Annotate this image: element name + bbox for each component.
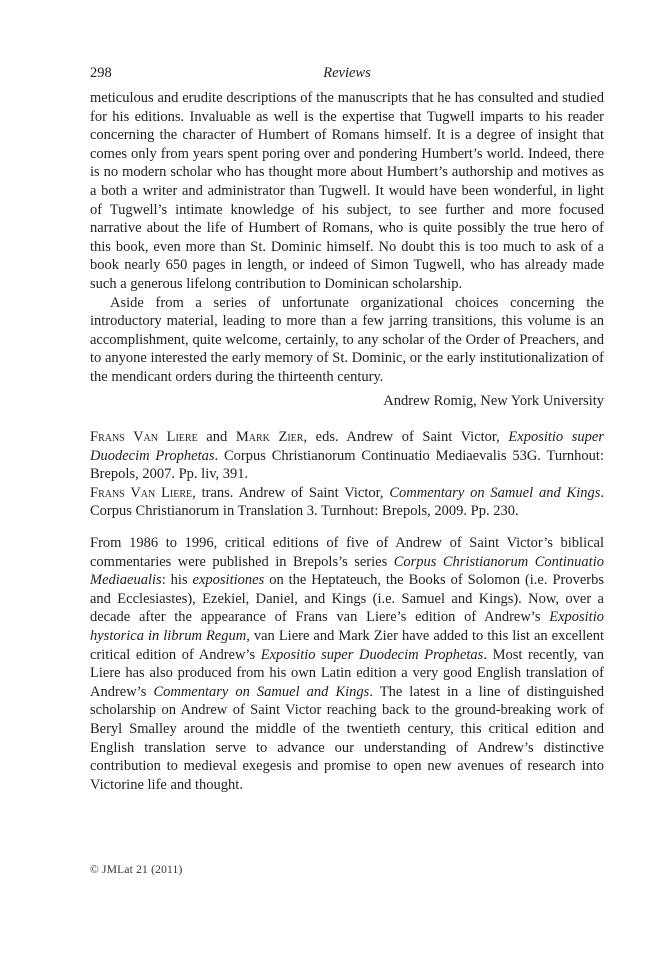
text-run: . The latest in a line of distinguished scholarship on Andrew of Saint Victor reaching back to the ground-breaking work of Beryl Smalley around the middle of the twentieth century, this critical edition and English translation serve to advance our understanding of Andrew’s distinctive contribution to medieval exegesis and promise to open new avenues of research into Victorine life and thought.	[90, 683, 605, 793]
text-run: : his	[161, 572, 193, 589]
text-run: . Most recently, van Liere has also produced from his own Latin edition a very good English translation of Andrew’s	[90, 646, 604, 700]
bib-text: , eds. Andrew of Saint Victor,	[303, 429, 509, 446]
bibliography-entry-2	[90, 484, 604, 521]
running-title: Reviews	[323, 65, 371, 81]
review1-paragraph-2: Aside from a series of unfortunate organizational choices concerning the introductory material, leading to more than a few jarring transitions, this volume is an accomplishment, quite welcome, certainly, to any scholar of the Order of Preachers, and to anyone interested the early memory of St. Dominic, or the early institutionalization of the mendicant orders during the thirteenth century.	[90, 294, 604, 385]
author-name: Frans Van Liere	[90, 429, 198, 446]
bib-text: . Corpus Christianorum Continuatio Mediaevalis 53G. Turnhout: Brepols, 2007. Pp. liv, 391.	[90, 447, 604, 483]
reviewer-signature: Andrew Romig, New York University	[383, 392, 604, 409]
bibliography-entry-1	[90, 428, 604, 484]
review1-paragraph-1: meticulous and erudite descriptions of the manuscripts that he has consulted and studied for his editions. Invaluable as well is the expertise that Tugwell imparts to his reader concerning the character of Humbert of Romans himself. It is a degree of insight that comes only from years spent poring over and pondering Humbert’s world. Indeed, there is no modern scholar who has thought more about Humbert’s authorship and motives as a both a writer and administrator than Tugwell. It would have been wonderful, in light of Tugwell’s intimate knowledge of his subject, to see further and more focused narrative about the life of Humbert of Romans, who is quite possibly the true hero of this book, even more than St. Dominic himself. No doubt this is too much to ask of a book nearly 650 pages in length, or indeed of Simon Tugwell, who has already made such a generous lifelong contribution to Dominican scholarship.	[90, 90, 604, 292]
conjunction: and	[197, 429, 236, 446]
running-head	[90, 62, 604, 84]
review2-paragraph	[90, 534, 604, 794]
page	[90, 62, 604, 794]
book-title: Commentary on Samuel and Kings	[153, 683, 370, 700]
author-name: Frans Van Liere	[90, 484, 193, 501]
page-number: 298	[90, 65, 112, 81]
author-name: Mark Zier	[235, 429, 304, 446]
latin-term: expositiones	[192, 572, 265, 589]
text-run: , van Liere and Mark Zier have added to this list an excellent critical edition of Andrew’s	[90, 628, 605, 663]
text-run: From 1986 to 1996, critical editions of five of Andrew of Saint Victor’s biblical commentaries were published in Brepols’s series	[90, 535, 604, 570]
book-title: Expositio super Duodecim Prophetas	[90, 429, 605, 464]
book-title: Expositio super Duodecim Prophetas	[260, 646, 484, 663]
book-title: Expositio hystorica in librum Regum	[90, 609, 604, 645]
text-run: on the Heptateuch, the Books of Solomon (i.e. Proverbs and Ecclesiastes), Ezekiel, Daniel, and Kings (i.e. Samuel and Kings). Now, over a decade after the appearance of Frans van Liere’s edition of Andrew’s	[90, 572, 604, 626]
book-title: Commentary on Samuel and Kings	[389, 484, 601, 501]
series-title: Corpus Christianorum Continuatio Mediaeualis	[90, 553, 604, 589]
copyright-footer: © JMLat 21 (2011)	[90, 864, 183, 876]
bib-text: . Corpus Christianorum in Translation 3. Turnhout: Brepols, 2009. Pp. 230.	[90, 484, 604, 520]
bibliography	[90, 428, 604, 521]
bib-text: , trans. Andrew of Saint Victor,	[192, 484, 390, 501]
